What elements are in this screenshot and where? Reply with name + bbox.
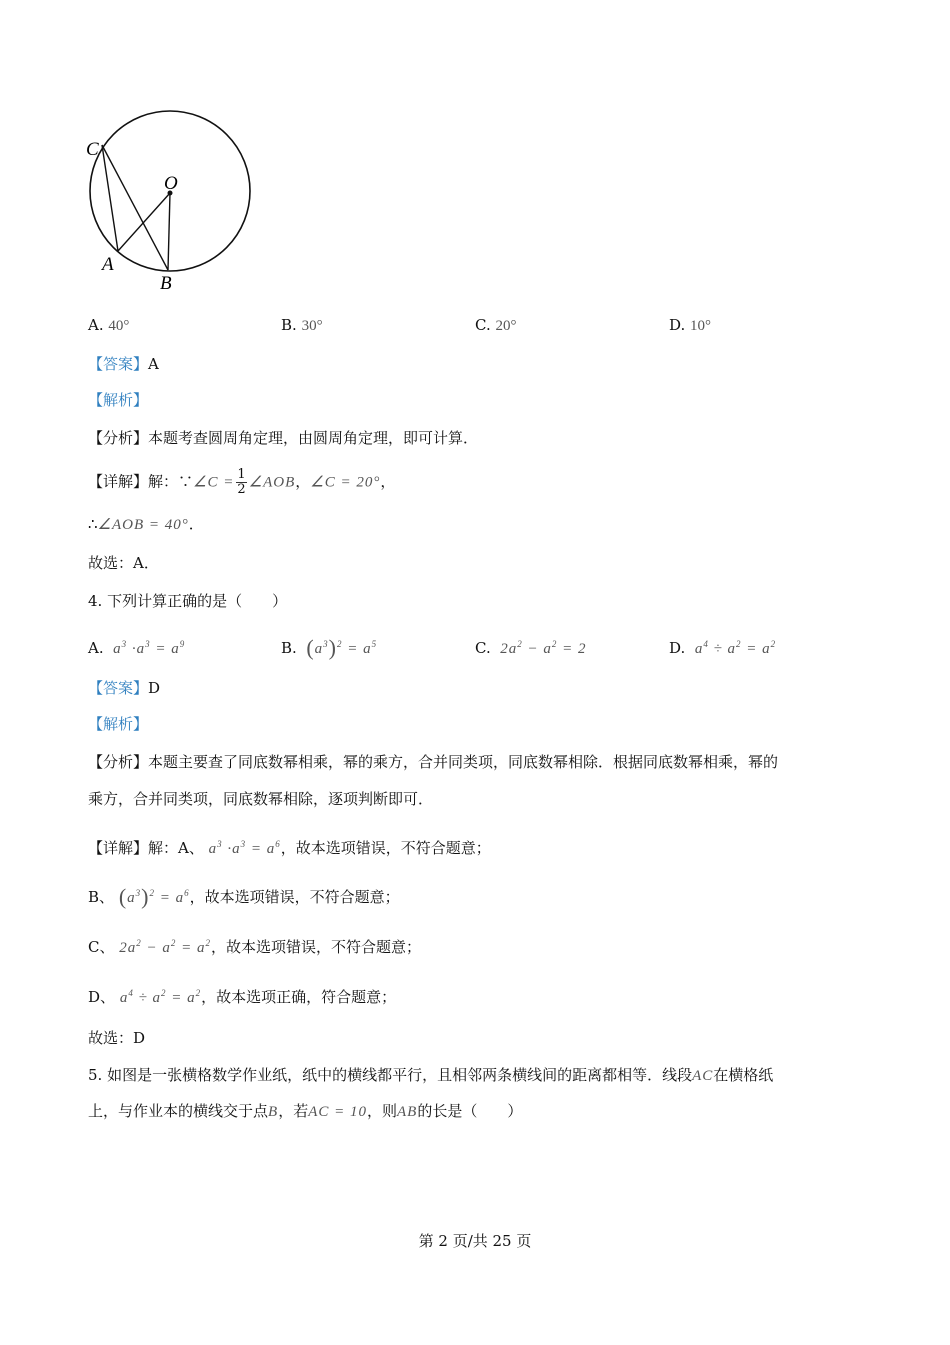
label-o: O bbox=[164, 173, 178, 194]
q4-choose: 故选：D bbox=[88, 1029, 146, 1047]
circle-figure bbox=[80, 105, 260, 305]
q3-detail: 【详解】解：∵∠C = $\frac{1}{2}$ ∠AOB，∠C = 20°， bbox=[88, 467, 396, 497]
q4-detail-b: B、 $(a^3)^2 = a^6$，故本选项错误，不符合题意； bbox=[88, 884, 400, 909]
q4-analysis-tag: 【解析】 bbox=[88, 715, 149, 733]
q4-fenxi-line2: 乘方，合并同类项，同底数幂相除，逐项判断即可． bbox=[88, 790, 434, 808]
q3-option-d: D. 10° bbox=[669, 316, 712, 334]
q4-fenxi-line1: 【分析】本题主要查了同底数幂相乘，幂的乘方，合并同类项，同底数幂相除．根据同底数幂相乘，幂的 bbox=[88, 753, 779, 771]
label-b: B bbox=[160, 273, 172, 294]
q4-detail-a: 【详解】解：A、 $a^3 \cdot a^3 = a^6$，故本选项错误，不符合题意； bbox=[88, 839, 491, 857]
q3-analysis-tag: 【解析】 bbox=[88, 391, 149, 409]
q3-answer: 【答案】A bbox=[88, 355, 159, 373]
q4-stem: 4. 下列计算正确的是（ ） bbox=[88, 592, 288, 610]
q5-line2: 上，与作业本的横线交于点B，若AC = 10，则AB的长是（ ） bbox=[88, 1102, 523, 1120]
q5-line1: 5. 如图是一张横格数学作业纸，纸中的横线都平行，且相邻两条横线间的距离都相等．线段AC在横格纸 bbox=[88, 1066, 774, 1084]
q3-choose: 故选：A． bbox=[88, 554, 159, 572]
q4-option-b: B. $(a^3)^2 = a^5$ bbox=[281, 635, 378, 660]
label-c: C bbox=[86, 139, 99, 160]
q4-option-c: C. $2a^2 - a^2 = 2$ bbox=[475, 639, 587, 657]
page-footer: 第 2 页/共 25 页 bbox=[418, 1232, 532, 1250]
q3-option-c: C. 20° bbox=[475, 316, 517, 334]
q4-option-a: A. $a^3 \cdot a^3 = a^9$ bbox=[88, 639, 186, 657]
q4-option-d: D. $a^4 \div a^2 = a^2$ bbox=[669, 639, 777, 657]
q3-therefore: ∴∠AOB = 40°． bbox=[88, 515, 204, 533]
q3-option-b: B. 30° bbox=[281, 316, 323, 334]
q4-detail-d: D、 $a^4 \div a^2 = a^2$，故本选项正确，符合题意； bbox=[88, 988, 397, 1006]
label-a: A bbox=[102, 254, 114, 275]
radius-ob bbox=[168, 193, 170, 270]
q3-option-a: A. 40° bbox=[88, 316, 130, 334]
q3-fenxi: 【分析】本题考查圆周角定理，由圆周角定理，即可计算． bbox=[88, 429, 479, 447]
radius-oa bbox=[118, 193, 170, 251]
q4-answer: 【答案】D bbox=[88, 679, 161, 697]
fraction-half: $\frac{1}{2}$ bbox=[237, 467, 246, 497]
q4-detail-c: C、 $2a^2 - a^2 = a^2$，故本选项错误，不符合题意； bbox=[88, 938, 422, 956]
